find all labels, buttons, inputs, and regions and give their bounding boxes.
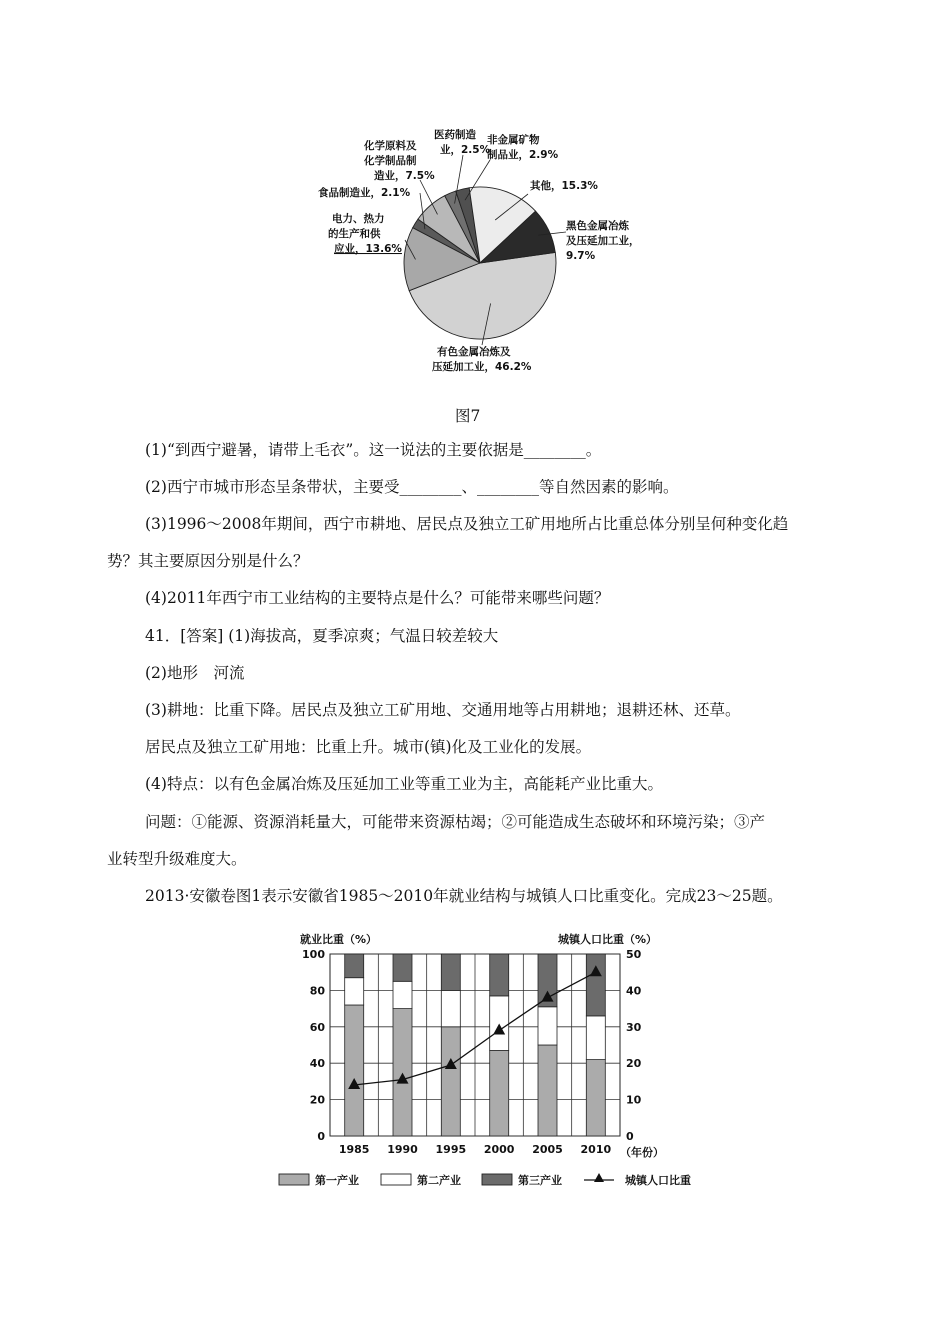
bar-secondary-1995: [441, 990, 460, 1026]
x-axis-unit: （年份）: [620, 1146, 664, 1159]
question-3-line-2: 势？其主要原因分别是什么？: [107, 552, 309, 570]
bar-primary-2005: [538, 1045, 557, 1136]
label-nonferrous-1: 有色金属冶炼及: [437, 346, 511, 358]
right-tick-label: 40: [626, 984, 642, 998]
x-tick-label: 1990: [387, 1143, 418, 1156]
x-tick-label: 2000: [483, 1143, 515, 1156]
label-food: 食品制造业，2.1%: [318, 187, 411, 199]
bar-tertiary-1995: [441, 954, 460, 990]
bar-primary-1985: [345, 1005, 364, 1136]
question-2-start: (2)西宁市城市形态呈条带状，主要受________、: [145, 478, 477, 496]
left-tick-label: 100: [302, 948, 325, 961]
question-3-line-1: (3)1996～2008年期间，西宁市耕地、居民点及独立工矿用地所占比重总体分别呈何种变化趋: [145, 515, 789, 533]
answer-5-line-1: 问题：①能源、资源消耗量大，可能带来资源枯竭；②可能造成生态破坏和环境污染；③产: [145, 813, 766, 831]
question-2-end: 等自然因素的影响。: [538, 478, 679, 496]
left-tick-label: 20: [309, 1093, 325, 1107]
x-tick-label: 1985: [338, 1143, 370, 1156]
x-tick-label: 2010: [580, 1143, 612, 1156]
right-axis-title: 城镇人口比重（%）: [558, 933, 658, 946]
answer-2: (2)地形 河流: [145, 664, 245, 682]
legend-triangle-icon: [594, 1173, 604, 1182]
label-pharma-2: 业，2.5%: [440, 144, 491, 156]
right-tick-label: 10: [626, 1093, 642, 1107]
legend-tertiary: 第三产业: [518, 1174, 562, 1187]
answer-5-line-2: 业转型升级难度大。: [107, 850, 247, 868]
label-other: 其他，15.3%: [530, 180, 598, 192]
right-tick-label: 20: [626, 1057, 642, 1071]
label-nonferrous-2: 压延加工业，46.2%: [432, 361, 532, 373]
pie-chart-figure: [0, 0, 950, 400]
bar-primary-2010: [586, 1060, 605, 1136]
legend-primary: 第一产业: [315, 1174, 359, 1187]
answer-4: (4)特点：以有色金属冶炼及压延加工业等重工业为主，高能耗产业比重大。: [145, 775, 663, 793]
bar-chart-figure: [0, 920, 950, 1210]
bar-primary-2000: [490, 1051, 509, 1137]
figure-caption: 图7: [455, 407, 481, 425]
question-4: (4)2011年西宁市工业结构的主要特点是什么？可能带来哪些问题？: [145, 589, 610, 607]
legend-secondary: 第二产业: [417, 1174, 461, 1187]
left-tick-label: 40: [309, 1057, 325, 1071]
bar-secondary-2005: [538, 1007, 557, 1045]
question-1: (1)“到西宁避暑，请带上毛衣”。这一说法的主要依据是________。: [145, 441, 602, 459]
legend-swatch-primary: [279, 1174, 309, 1185]
bar-secondary-2000: [490, 996, 509, 1051]
bar-secondary-1985: [345, 978, 364, 1005]
pie-slices: [404, 187, 556, 339]
label-chem-3: 造业，7.5%: [374, 170, 435, 182]
bar-primary-1995: [441, 1027, 460, 1136]
bar-tertiary-1985: [345, 954, 364, 978]
label-power-2: 的生产和供: [328, 228, 381, 240]
question-2: [145, 477, 678, 497]
bar-secondary-2010: [586, 1016, 605, 1060]
label-chem-2: 化学制品制: [364, 155, 417, 167]
answer-3-line-1: (3)耕地：比重下降。居民点及独立工矿用地、交通用地等占用耕地；退耕还林、还草。: [145, 701, 741, 719]
answer-1: 41．[答案] (1)海拔高，夏季凉爽；气温日较差较大: [145, 627, 499, 645]
legend-swatch-tertiary: [482, 1174, 512, 1185]
x-tick-label: 2005: [532, 1143, 563, 1156]
right-tick-label: 30: [626, 1020, 642, 1034]
bar-tertiary-1990: [393, 954, 412, 981]
left-tick-label: 80: [309, 984, 325, 998]
intro-paragraph: 2013·安徽卷图1表示安徽省1985～2010年就业结构与城镇人口比重变化。完成23～25题。: [145, 887, 783, 905]
legend: [279, 1173, 691, 1187]
bar-tertiary-2010: [586, 954, 605, 1016]
x-tick-label: 1995: [435, 1143, 467, 1156]
left-tick-label: 0: [317, 1130, 325, 1143]
label-pharma-1: 医药制造: [434, 129, 476, 141]
label-ferrous-3: 9.7%: [566, 250, 596, 262]
right-tick-label: 0: [626, 1130, 634, 1143]
label-nonmetal-2: 制品业，2.9%: [487, 149, 559, 161]
label-power-3: 应业，13.6%: [334, 243, 402, 255]
question-2-blank: ________: [476, 478, 539, 496]
bar-primary-1990: [393, 1009, 412, 1136]
legend-swatch-secondary: [381, 1174, 411, 1185]
left-axis-title: 就业比重（%）: [300, 933, 378, 946]
label-ferrous-1: 黑色金属冶炼: [566, 220, 629, 232]
label-power-1: 电力、热力: [332, 213, 385, 225]
bar-tertiary-2000: [490, 954, 509, 996]
left-tick-label: 60: [309, 1020, 325, 1034]
right-tick-label: 50: [626, 948, 642, 961]
label-ferrous-2: 及压延加工业，: [566, 235, 640, 247]
label-chem-1: 化学原料及: [364, 140, 417, 152]
legend-urban: 城镇人口比重: [625, 1174, 691, 1187]
label-nonmetal-1: 非金属矿物: [487, 134, 540, 146]
bar-secondary-1990: [393, 981, 412, 1008]
bar-grid: [330, 954, 620, 1136]
answer-3-line-2: 居民点及独立工矿用地：比重上升。城市(镇)化及工业化的发展。: [145, 738, 592, 756]
